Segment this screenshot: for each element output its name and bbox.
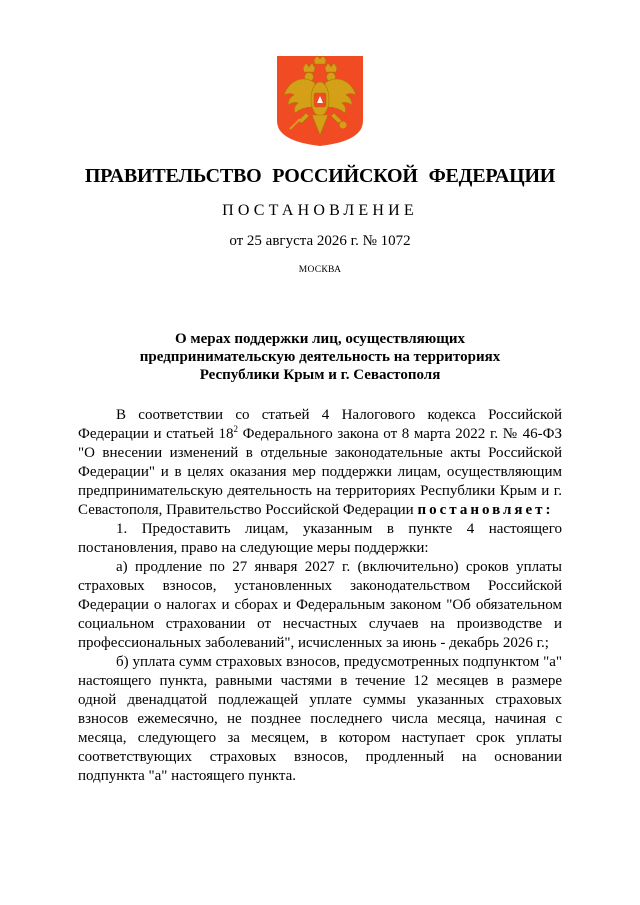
preamble-superscript: 2 [233,424,239,434]
preamble-paragraph [78,406,562,520]
coat-of-arms-icon [276,55,364,147]
paragraph-1a: а) продление по 27 января 2027 г. (включительно) сроков уплаты страховых взносов, установленных законодательством Российской Федерации о налогах и сборах и Федеральным законом "Об обязательном социальном страховании от несчастных случаев на производстве и профессиональных заболеваний", исчисленных за июнь - декабрь 2026 г.; [78,559,562,651]
preamble-text-1: В соответствии со статьей 4 Налогового кодекса Российской Федерации и статьей 18 [78,407,562,442]
heading-line: О мерах поддержки лиц, осуществляющих [174,331,466,347]
government-title: ПРАВИТЕЛЬСТВО РОССИЙСКОЙ ФЕДЕРАЦИИ [84,165,556,187]
document-type: ПОСТАНОВЛЕНИЕ [222,202,418,219]
paragraph-1b: б) уплата сумм страховых взносов, предусмотренных подпунктом "а" настоящего пункта, равными частями в течение 12 месяцев в размере одной двенадцатой подлежащей уплате суммы указанных страховых взносов ежемесячно, не позднее последнего числа месяца, начиная с месяца, следующего за месяцем, в котором наступает срок уплаты соответствующих страховых взносов, продленный на основании подпункта "а" настоящего пункта. [78,654,562,784]
document-city: МОСКВА [298,265,342,275]
heading-line: Республики Крым и г. Севастополя [199,367,441,383]
document-heading [80,330,560,384]
document-date-number: от 25 августа 2026 г. № 1072 [229,233,411,249]
paragraph-1: 1. Предоставить лицам, указанным в пункте 4 настоящего постановления, право на следующие меры поддержки: [78,521,562,556]
heading-line: предпринимательскую деятельность на территориях [139,349,501,365]
preamble-text-2: Федерального закона от 8 марта 2022 г. № 46-ФЗ "О внесении изменений в отдельные законодательные акты Российской Федерации" и в целях оказания мер поддержки лицам, осуществляющим предпринимательскую деятельность на территориях Республики Крым и г. Севастополя, Правительство Российской Федерации [78,426,562,518]
document-body [78,406,562,786]
resolves-word: постановляет: [417,502,554,518]
